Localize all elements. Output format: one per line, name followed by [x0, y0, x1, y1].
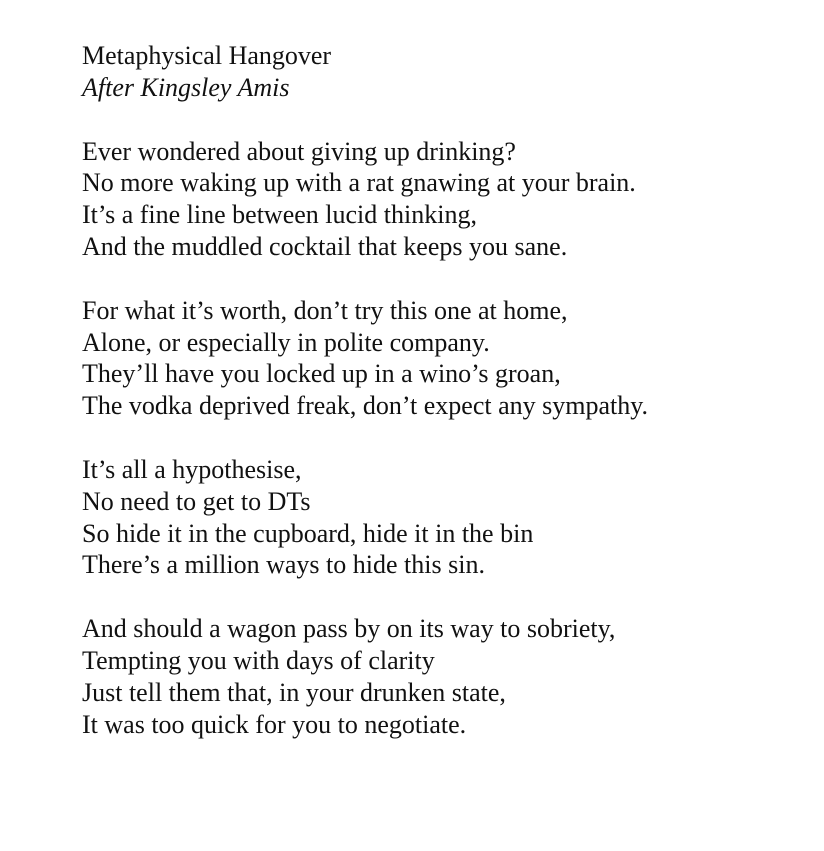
- stanza-1-line-2: No more waking up with a rat gnawing at your brain.: [82, 168, 636, 198]
- stanza-2: [82, 295, 802, 422]
- stanza-spacer: [82, 104, 802, 136]
- poem-title: Metaphysical Hangover: [82, 41, 332, 70]
- stanza-spacer: [82, 263, 802, 295]
- stanza-2-line-3: They’ll have you locked up in a wino’s groan,: [82, 359, 561, 389]
- stanza-1-line-4: And the muddled cocktail that keeps you sane.: [82, 231, 568, 261]
- stanza-4: [82, 613, 802, 740]
- stanza-spacer: [82, 422, 802, 454]
- poem-subtitle: After Kingsley Amis: [82, 72, 290, 102]
- stanza-4-line-2: Tempting you with days of clarity: [82, 645, 435, 675]
- stanza-1-line-1: Ever wondered about giving up drinking?: [82, 136, 516, 166]
- stanza-3-line-2: No need to get to DTs: [82, 486, 311, 516]
- stanza-1: [82, 136, 802, 263]
- stanza-3-line-4: There’s a million ways to hide this sin.: [82, 550, 485, 580]
- stanza-4-line-3: Just tell them that, in your drunken state,: [82, 677, 506, 707]
- stanza-2-line-2: Alone, or especially in polite company.: [82, 327, 490, 357]
- stanza-2-line-4: The vodka deprived freak, don’t expect any sympathy.: [82, 391, 649, 421]
- stanza-3-line-3: So hide it in the cupboard, hide it in the bin: [82, 518, 534, 548]
- poem-document: [82, 40, 802, 740]
- stanza-2-line-1: For what it’s worth, don’t try this one at home,: [82, 295, 568, 325]
- stanza-3-line-1: It’s all a hypothesise,: [82, 454, 302, 484]
- stanza-4-line-4: It was too quick for you to negotiate.: [82, 709, 467, 739]
- stanza-1-line-3: It’s a fine line between lucid thinking,: [82, 200, 477, 230]
- stanza-3: [82, 454, 802, 581]
- stanza-spacer: [82, 581, 802, 613]
- stanza-4-line-1: And should a wagon pass by on its way to sobriety,: [82, 614, 616, 644]
